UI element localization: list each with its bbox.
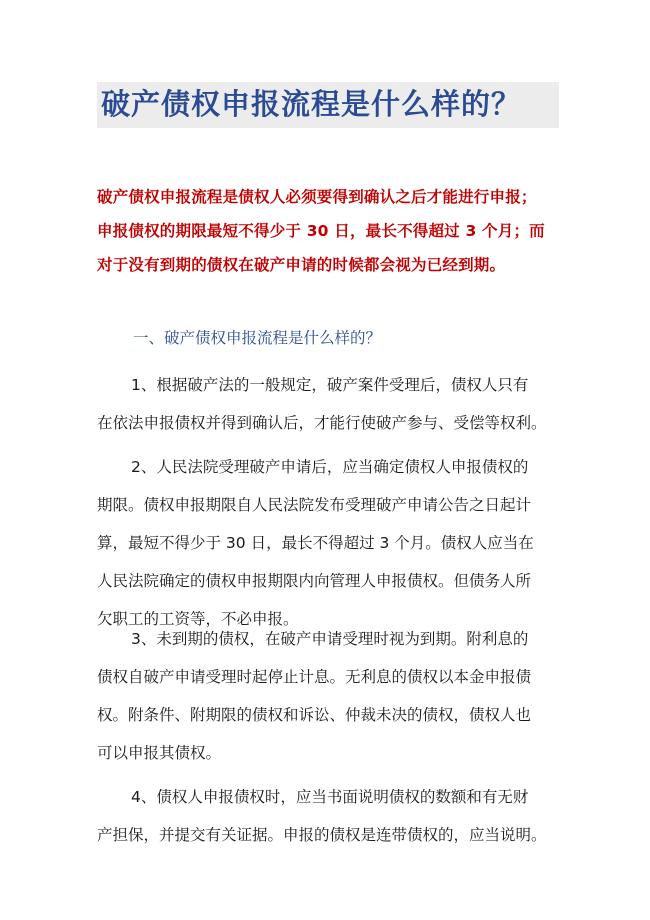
summary-line: 破产债权申报流程是债权人必须要得到确认之后才能进行申报； xyxy=(97,188,537,206)
paragraph-line: 2、人民法院受理破产申请后，应当确定债权人申报债权的 xyxy=(131,458,529,476)
paragraph-line: 在依法申报债权并得到确认后，才能行使破产参与、受偿等权利。 xyxy=(97,414,547,432)
summary-paragraph xyxy=(97,180,557,282)
summary-line: 申报债权的期限最短不得少于 30 日，最长不得超过 3 个月；而 xyxy=(97,222,545,240)
paragraph-line: 1、根据破产法的一般规定，破产案件受理后，债权人只有 xyxy=(131,376,529,394)
body-paragraph-4 xyxy=(97,778,557,854)
body-paragraph-3 xyxy=(97,620,557,772)
body-paragraph-1 xyxy=(97,366,557,442)
paragraph-line: 产担保，并提交有关证据。申报的债权是连带债权的，应当说明。 xyxy=(97,826,547,844)
paragraph-line: 3、未到期的债权，在破产申请受理时视为到期。附利息的 xyxy=(131,630,529,648)
paragraph-line: 期限。债权申报期限自人民法院发布受理破产申请公告之日起计 xyxy=(97,496,532,514)
body-paragraph-2 xyxy=(97,448,557,638)
paragraph-line: 债权自破产申请受理时起停止计息。无利息的债权以本金申报债 xyxy=(97,668,532,686)
paragraph-line: 权。附条件、附期限的债权和诉讼、仲裁未决的债权，债权人也 xyxy=(97,706,532,724)
paragraph-line: 欠职工的工资等，不必申报。 xyxy=(97,610,299,628)
section-heading: 一、破产债权申报流程是什么样的？ xyxy=(133,329,382,347)
summary-line: 对于没有到期的债权在破产申请的时候都会视为已经到期。 xyxy=(97,256,506,274)
title-highlight xyxy=(97,82,559,128)
paragraph-line: 可以申报其债权。 xyxy=(97,744,222,762)
paragraph-line: 算，最短不得少于 30 日，最长不得超过 3 个月。债权人应当在 xyxy=(97,534,534,552)
paragraph-line: 4、债权人申报债权时，应当书面说明债权的数额和有无财 xyxy=(131,788,529,806)
paragraph-line: 人民法院确定的债权申报期限内向管理人申报债权。但债务人所 xyxy=(97,572,532,590)
page-title: 破产债权申报流程是什么样的？ xyxy=(101,87,522,121)
